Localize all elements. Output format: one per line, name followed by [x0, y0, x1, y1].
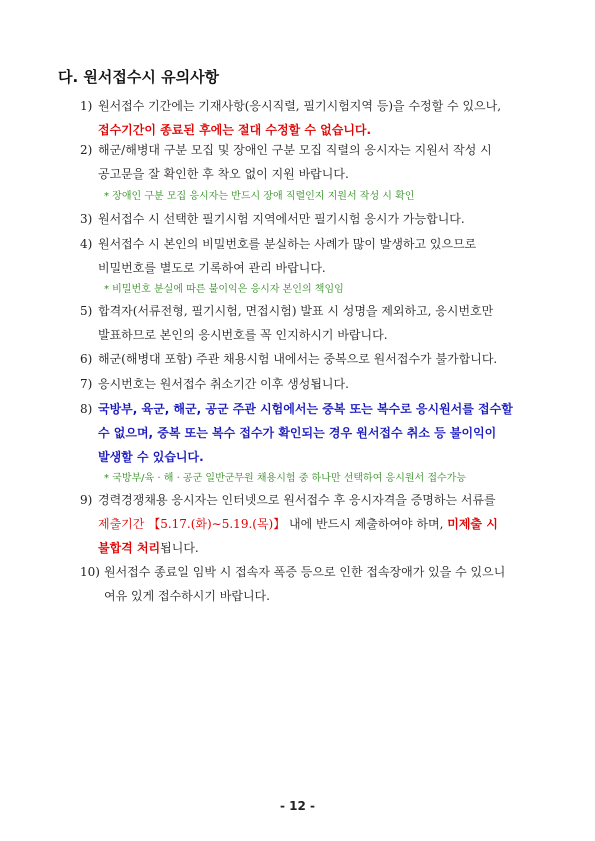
- item-number: 10): [80, 565, 100, 579]
- list-item-1: [80, 94, 560, 142]
- item-text: 해군(해병대 포함) 주관 채용시험 내에서는 중복으로 원서접수가 불가합니다.: [98, 352, 498, 366]
- item-text-continued: 됩니다.: [160, 541, 199, 555]
- item-number: 2): [80, 143, 93, 157]
- item-number: 1): [80, 99, 93, 113]
- item-number: 6): [80, 352, 93, 366]
- item-number: 8): [80, 402, 93, 416]
- list-item-5: [80, 299, 560, 347]
- item-warning-continued: 불합격 처리: [98, 541, 161, 555]
- item-note: * 비밀번호 분실에 따른 불이익은 응시자 본인의 책임임: [104, 284, 344, 295]
- item-number: 4): [80, 237, 93, 251]
- item-text: 원서접수 기간에는 기재사항(응시직렬, 필기시험지역 등)을 수정할 수 있으나,: [98, 99, 502, 113]
- item-number: 9): [80, 493, 93, 507]
- item-warning: 접수기간이 종료된 후에는 절대 수정할 수 없습니다.: [98, 123, 372, 137]
- item-text-continued: 여유 있게 접수하시기 바랍니다.: [104, 589, 270, 603]
- item-number: 3): [80, 212, 93, 226]
- item-text: 합격자(서류전형, 필기시험, 면접시험) 발표 시 성명을 제외하고, 응시번호만: [98, 304, 494, 318]
- item-note: * 국방부/육 · 해 · 공군 일반군무원 채용시험 중 하나만 선택하여 응시원서 접수가능: [104, 473, 466, 484]
- item-emphasis-continued: 발생할 수 있습니다.: [98, 450, 204, 464]
- item-number: 7): [80, 377, 93, 391]
- item-text: 원서접수 시 선택한 필기시험 지역에서만 필기시험 응시가 가능합니다.: [98, 212, 465, 226]
- list-item-10: [80, 560, 560, 608]
- list-item-2: [80, 138, 560, 186]
- submission-period-label: 제출기간: [98, 517, 149, 531]
- list-item-8: [80, 397, 560, 469]
- item-text-continued: 비밀번호를 별도로 기록하여 관리 바랍니다.: [98, 261, 326, 275]
- section-heading: 다. 원서접수시 유의사항: [58, 68, 220, 86]
- item-text: 원서접수 종료일 임박 시 접속자 폭증 등으로 인한 접속장애가 있을 수 있으니: [104, 565, 506, 579]
- item-text: 응시번호는 원서접수 취소기간 이후 생성됩니다.: [98, 377, 349, 391]
- item-text-continued: 발표하므로 본인의 응시번호를 꼭 인지하시기 바랍니다.: [98, 328, 388, 342]
- page-number: - 12 -: [279, 799, 315, 813]
- list-item-4: [80, 232, 560, 280]
- item-text-continued: 공고문을 잘 확인한 후 착오 없이 지원 바랍니다.: [98, 167, 349, 181]
- item-text-continued: 내에 반드시 제출하여야 하며,: [285, 517, 448, 531]
- item-text: 경력경쟁채용 응시자는 인터넷으로 원서접수 후 응시자격을 증명하는 서류를: [98, 493, 496, 507]
- list-item-3: [80, 207, 560, 231]
- list-item-6: [80, 347, 560, 371]
- item-text: 해군/해병대 구분 모집 및 장애인 구분 모집 직렬의 응시자는 지원서 작성 시: [98, 143, 492, 157]
- item-number: 5): [80, 304, 93, 318]
- item-note: * 장애인 구분 모집 응시자는 반드시 장애 직렬인지 지원서 작성 시 확인: [104, 191, 415, 202]
- item-emphasis: 국방부, 육군, 해군, 공군 주관 시험에서는 중복 또는 복수로 응시원서를 접수할: [98, 402, 513, 416]
- list-item-9: [80, 488, 560, 560]
- list-item-7: [80, 372, 560, 396]
- item-warning: 미제출 시: [447, 517, 498, 531]
- submission-period-dates: 【5.17.(화)∼5.19.(목)】: [148, 517, 286, 531]
- item-emphasis-continued: 수 없으며, 중복 또는 복수 접수가 확인되는 경우 원서접수 취소 등 불이익이: [98, 426, 497, 440]
- item-text: 원서접수 시 본인의 비밀번호를 분실하는 사례가 많이 발생하고 있으므로: [98, 237, 477, 251]
